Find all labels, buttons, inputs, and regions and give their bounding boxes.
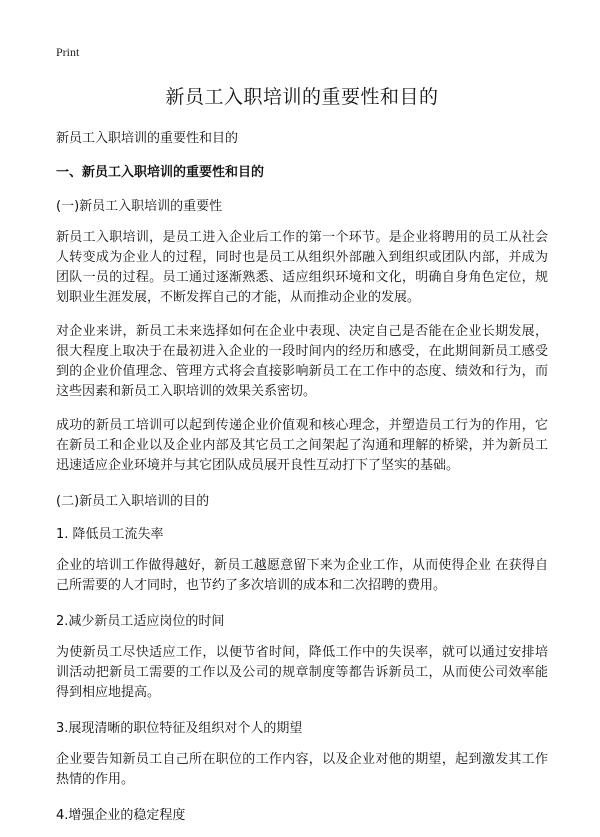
- print-label[interactable]: Print: [56, 45, 80, 59]
- list-item-heading: 1. 降低员工流失率: [56, 527, 164, 542]
- sub-heading-importance: (一)新员工入职培训的重要性: [56, 199, 223, 214]
- sub-heading-purpose: (二)新员工入职培训的目的: [56, 494, 210, 509]
- list-item-heading: 4.增强企业的稳定程度: [56, 808, 186, 823]
- document-body: [56, 80, 548, 837]
- document-title: 新员工入职培训的重要性和目的: [165, 86, 439, 108]
- paragraph: 企业要告知新员工自己所在职位的工作内容，以及企业对他的期望，起到激发其工作热情的作用。: [56, 752, 548, 787]
- paragraph: 企业的培训工作做得越好，新员工越愿意留下来为企业工作，从而使得企业 在获得自己所需要的人才同时，也节约了多次培训的成本和二次招聘的费用。: [56, 558, 548, 593]
- paragraph: 对企业来讲，新员工未来选择如何在企业中表现、决定自己是否能在企业长期发展，很大程度上取决于在最初进入企业的一段时间内的经历和感受，在此期间新员工感受到的企业价值理念、管理方式将会直接影响新员工在工作中的态度、绩效和行为，而这些因素和新员工入职培训的效果关系密切。: [56, 324, 548, 399]
- list-item-heading: 2.减少新员工适应岗位的时间: [56, 614, 225, 629]
- paragraph: 成功的新员工培训可以起到传递企业价值观和核心理念，并塑造员工行为的作用，它在新员工和企业以及企业内部及其它员工之间架起了沟通和理解的桥梁，并为新员工迅速适应企业环境并与其它团队成员展开良性互动打下了坚实的基础。: [56, 418, 548, 473]
- document-subtitle: 新员工入职培训的重要性和目的: [56, 131, 239, 146]
- paragraph: 为使新员工尽快适应工作，以便节省时间，降低工作中的失误率，就可以通过安排培训活动把新员工需要的工作以及公司的规章制度等都告诉新员工，从而使公司效率能得到相应地提高。: [56, 645, 548, 700]
- section-heading: 一、新员工入职培训的重要性和目的: [56, 165, 265, 180]
- list-item-heading: 3.展现清晰的职位特征及组织对个人的期望: [56, 721, 303, 736]
- paragraph: 新员工入职培训，是员工进入企业后工作的第一个环节。是企业将聘用的员工从社会人转变成为企业人的过程，同时也是员工从组织外部融入到组织或团队内部，并成为团队一员的过程。员工通过逐渐熟悉、适应组织环境和文化，明确自身角色定位，规划职业生涯发展，不断发挥自己的才能，从而推动企业的发展。: [56, 230, 548, 305]
